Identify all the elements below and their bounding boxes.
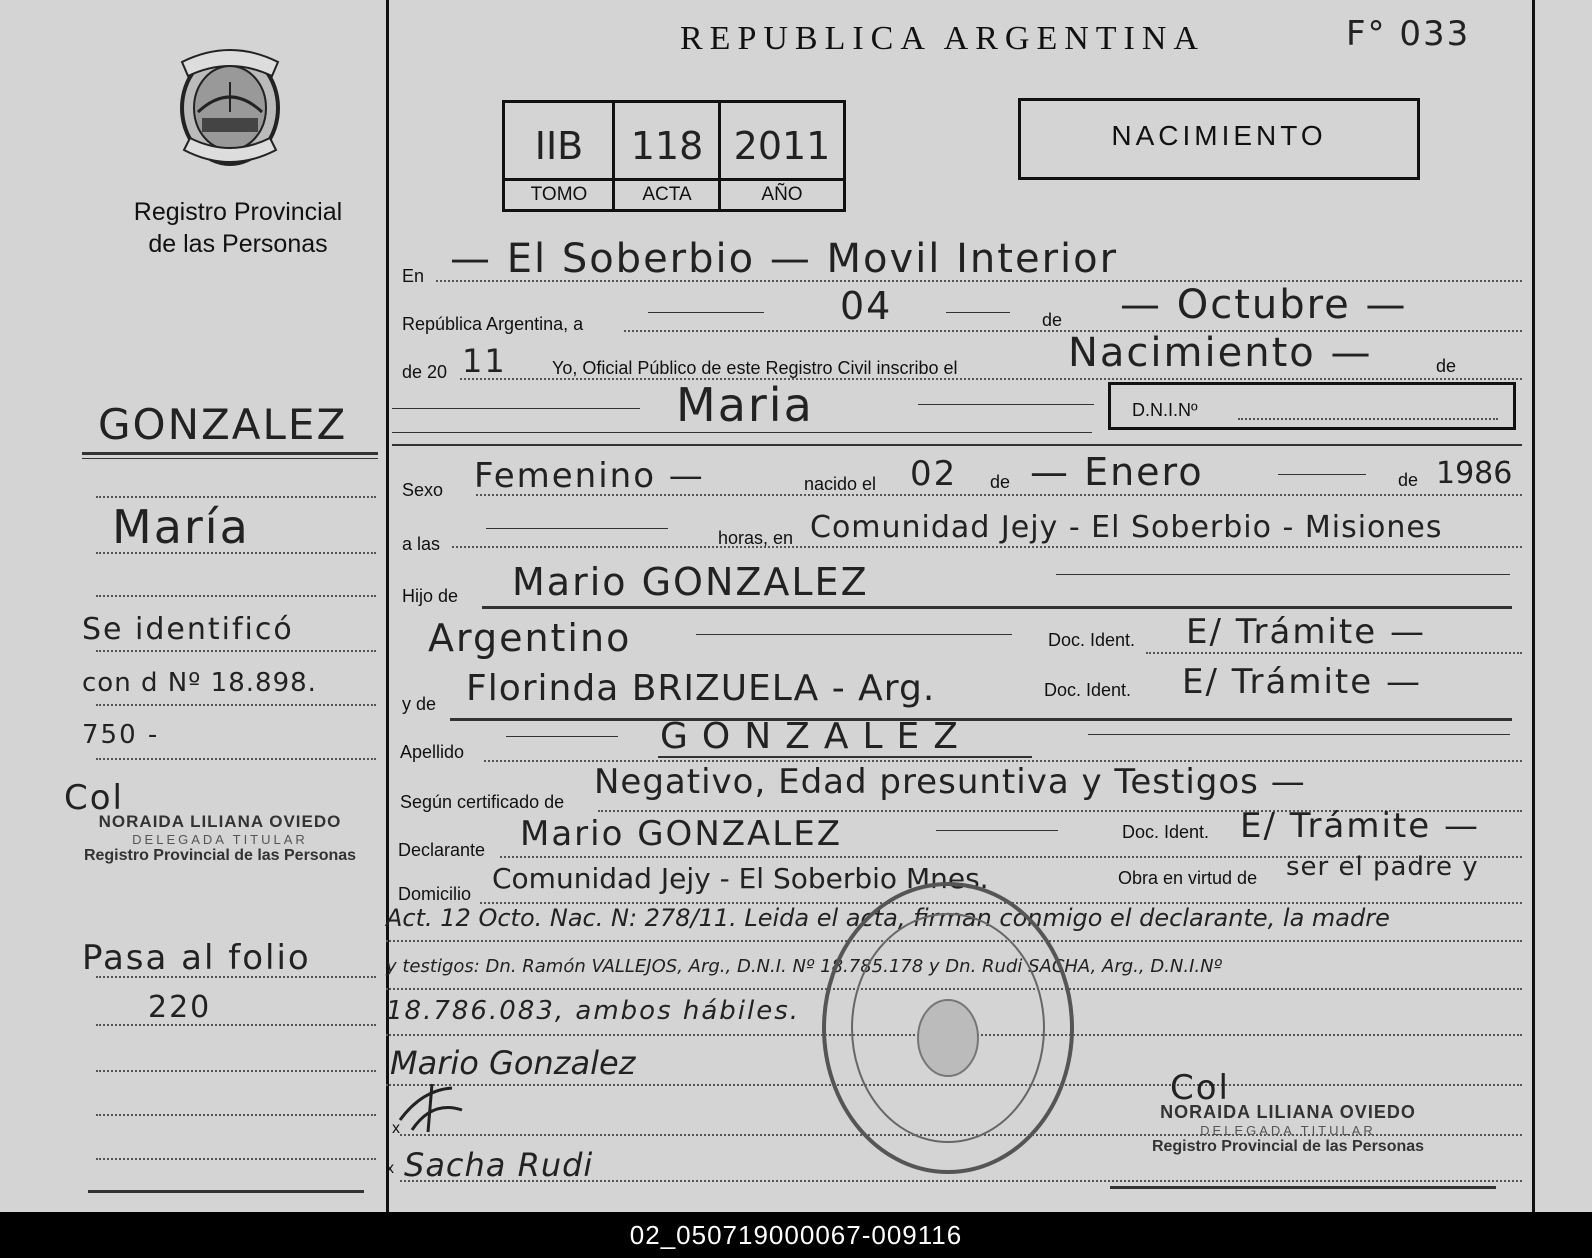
father-document: E/ Trámite —: [1186, 612, 1426, 652]
label-doc-ident: Doc. Ident.: [1122, 822, 1210, 842]
margin-dotted-line: [96, 758, 376, 760]
label-nacido-el: nacido el: [804, 474, 877, 494]
field-dash: [486, 528, 668, 529]
label-republica-a: República Argentina, a: [402, 314, 584, 334]
signature-declarant: Mario Gonzalez: [390, 1044, 636, 1082]
field-dash: [946, 312, 1010, 313]
field-rule: [392, 444, 1522, 446]
folio-number: F° 033: [1346, 14, 1471, 54]
label-declarante: Declarante: [398, 840, 486, 860]
tomo-label: TOMO: [530, 184, 588, 205]
right-border: [1532, 0, 1535, 1212]
official-stamp-left: [60, 812, 380, 865]
margin-dotted-line: [96, 1114, 376, 1116]
field-dotted-line: [460, 378, 1522, 380]
surname-underline: [658, 756, 1032, 758]
registration-month: — Octubre —: [1120, 282, 1408, 328]
margin-dotted-line: [96, 1070, 376, 1072]
address-value: Comunidad Jejy - El Soberbio Mnes.: [492, 862, 989, 895]
margin-initials-signature: Col: [64, 778, 124, 818]
birth-month: — Enero: [1030, 450, 1204, 494]
label-dni: D.N.I.Nº: [1132, 400, 1198, 420]
registry-name-line1: Registro Provincial: [133, 198, 343, 226]
field-dash: [648, 312, 764, 313]
field-dash: [1088, 734, 1510, 735]
margin-folio-note-2: 220: [148, 990, 212, 1025]
mother-document: E/ Trámite —: [1182, 662, 1422, 702]
stamp-official-role: DELEGADA TITULAR: [132, 832, 308, 847]
notes-line-1: Act. 12 Octo. Nac. N: 278/11. Leida el acta, firman conmigo el declarante, la madre: [386, 904, 1390, 932]
scan-id-footer: 02_050719000067-009116: [0, 1212, 1592, 1258]
signature-mark-icon: [392, 1080, 472, 1134]
misiones-coat-of-arms-icon: [172, 42, 288, 174]
margin-dotted-line: [96, 1024, 376, 1026]
margin-dotted-line: [96, 650, 376, 652]
birth-place: Comunidad Jejy - El Soberbio - Misiones: [810, 510, 1443, 545]
label-domicilio: Domicilio: [398, 884, 472, 904]
registration-year: 11: [462, 342, 507, 380]
margin-dotted-line: [96, 1158, 376, 1160]
mother-name: Florinda BRIZUELA - Arg.: [466, 668, 936, 709]
label-horas-en: horas, en: [718, 528, 794, 548]
label-en: En: [402, 266, 425, 286]
field-rule: [392, 432, 1092, 433]
label-de: de: [990, 472, 1011, 492]
field-dotted-line: [400, 1180, 1522, 1182]
anio-label: AÑO: [761, 184, 803, 205]
acta-value: 118: [630, 124, 704, 168]
table-divider: [502, 178, 846, 181]
label-de-20: de 20: [402, 362, 448, 382]
margin-rule: [88, 1190, 364, 1193]
label-segun-certificado: Según certificado de: [400, 792, 565, 812]
official-stamp-right: [1128, 1102, 1448, 1156]
registrant-name: Maria: [676, 378, 814, 432]
official-initials-signature: Col: [1170, 1068, 1230, 1108]
place-of-registration: — El Soberbio — Movil Interior: [450, 236, 1119, 282]
margin-dotted-line: [96, 595, 376, 597]
signature-witness: Sacha Rudi: [404, 1146, 594, 1184]
label-apellido: Apellido: [400, 742, 465, 762]
field-dash: [392, 408, 640, 409]
declarant-name: Mario GONZALEZ: [520, 814, 843, 854]
signature-x-marker: x: [386, 1160, 394, 1177]
field-dash: [1056, 574, 1510, 575]
field-dash: [506, 736, 618, 737]
field-dotted-line: [476, 494, 1522, 496]
birth-year: 1986: [1436, 456, 1513, 491]
sex-value: Femenino —: [474, 456, 705, 496]
margin-dotted-line: [96, 496, 376, 498]
field-dash: [936, 830, 1058, 831]
label-sexo: Sexo: [402, 480, 444, 500]
birth-day: 02: [910, 454, 958, 494]
label-hijo-de: Hijo de: [402, 586, 459, 606]
father-nationality: Argentino: [428, 616, 632, 660]
label-de: de: [1042, 310, 1063, 330]
margin-surname: GONZALEZ: [98, 400, 348, 449]
margin-divider: [386, 0, 389, 1212]
stamp-official-registry: Registro Provincial de las Personas: [83, 847, 357, 864]
country-heading: REPUBLICA ARGENTINA: [680, 20, 1205, 57]
declarant-document: E/ Trámite —: [1240, 806, 1480, 846]
margin-rule: [82, 458, 378, 459]
registration-day: 04: [840, 284, 893, 328]
label-doc-ident: Doc. Ident.: [1044, 680, 1132, 700]
margin-first-name: María: [112, 500, 250, 554]
margin-rule: [82, 452, 378, 455]
field-dash: [696, 634, 1012, 635]
record-type-label: NACIMIENTO: [1111, 120, 1327, 151]
label-de: de: [1436, 356, 1457, 376]
notes-line-3: 18.786.083, ambos hábiles.: [386, 996, 801, 1026]
margin-dotted-line: [96, 976, 376, 978]
margin-identification-1: Se identificó: [82, 612, 294, 647]
field-rule: [482, 606, 1512, 609]
child-surname: GONZALEZ: [660, 716, 972, 757]
field-dotted-line: [452, 546, 1522, 548]
margin-identification-2: con d Nº 18.898.: [82, 668, 317, 698]
field-rule: [450, 718, 1512, 721]
field-dotted-line: [1238, 418, 1498, 420]
label-de: de: [1398, 470, 1419, 490]
stamp-official-name: NORAIDA LILIANA OVIEDO: [98, 812, 342, 831]
registry-name-line2: de las Personas: [148, 230, 328, 258]
label-obra-en-virtud: Obra en virtud de: [1118, 868, 1258, 888]
inscription-type: Nacimiento —: [1068, 330, 1373, 376]
certificate-type: Negativo, Edad presuntiva y Testigos —: [594, 762, 1306, 802]
margin-identification-3: 750 -: [82, 720, 160, 750]
margin-dotted-line: [96, 552, 376, 554]
acta-label: ACTA: [642, 184, 692, 205]
margin-dotted-line: [96, 704, 376, 706]
anio-value: 2011: [733, 124, 831, 168]
label-doc-ident: Doc. Ident.: [1048, 630, 1136, 650]
acting-basis: ser el padre y: [1286, 852, 1479, 882]
stamp-official-name: NORAIDA LILIANA OVIEDO: [1160, 1102, 1416, 1122]
field-dash: [1278, 474, 1366, 475]
stamp-official-role: DELEGADA TITULAR: [1200, 1123, 1376, 1138]
tomo-value: IIB: [534, 124, 584, 168]
stamp-official-registry: Registro Provincial de las Personas: [1151, 1138, 1425, 1155]
field-dash: [918, 404, 1094, 405]
father-name: Mario GONZALEZ: [512, 560, 869, 604]
label-a-las: a las: [402, 534, 441, 554]
field-rule: [1110, 1186, 1496, 1189]
margin-folio-note-1: Pasa al folio: [82, 938, 311, 978]
official-round-seal-icon: [816, 878, 1080, 1178]
notes-line-2: y testigos: Dn. Ramón VALLEJOS, Arg., D.N.I. Nº 18.785.178 y Dn. Rudi SACHA, Arg., D.N.I.Nº: [386, 956, 1223, 977]
label-y-de: y de: [402, 694, 437, 714]
field-dotted-line: [1146, 652, 1522, 654]
label-yo-oficial: Yo, Oficial Público de este Registro Civil inscribo el: [552, 358, 958, 378]
signature-x-marker: x: [392, 1120, 400, 1137]
